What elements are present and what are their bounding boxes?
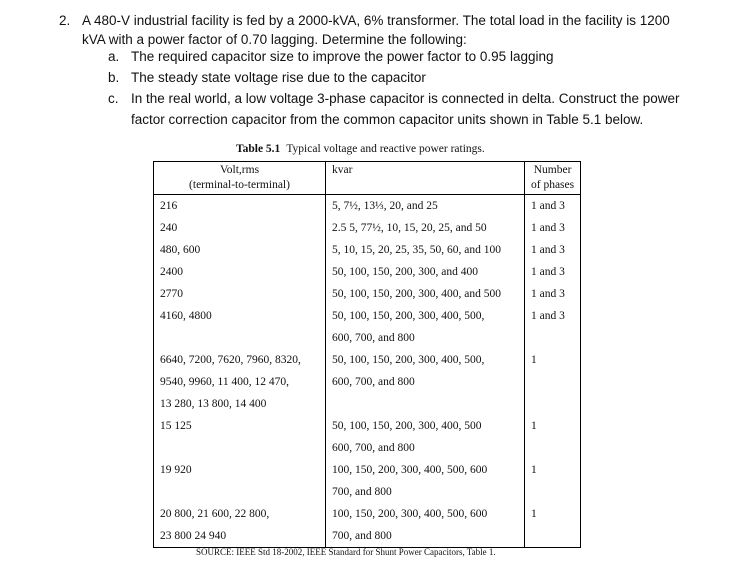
table-caption-text: Typical voltage and reactive power ratings. (286, 143, 485, 155)
part-c-marker: c. (108, 91, 119, 106)
cell-phases: 1 and 3 (525, 261, 581, 283)
part-c-text-line-1: In the real world, a low voltage 3-phase capacitor is connected in delta. Construct the power (131, 91, 680, 106)
cell-kvar: 50, 100, 150, 200, 300, 400, 500, 600, 700, and 800 (326, 349, 525, 415)
cell-phases: 1 (525, 349, 581, 415)
header-phases: Number of phases (525, 162, 581, 195)
table-caption-label: Table 5.1 (236, 143, 281, 155)
table-row (154, 261, 581, 283)
cell-voltage: 19 920 (154, 459, 326, 503)
header-kvar: kvar (326, 162, 525, 195)
cell-voltage: 240 (154, 217, 326, 239)
cell-kvar: 50, 100, 150, 200, 300, 400, 500, 600, 700, and 800 (326, 305, 525, 349)
part-c-text-line-2: factor correction capacitor from the common capacitor units shown in Table 5.1 below. (131, 112, 644, 127)
table-row (154, 459, 581, 503)
table-row (154, 283, 581, 305)
cell-voltage: 2400 (154, 261, 326, 283)
problem-number: 2. (59, 13, 71, 28)
part-b-marker: b. (108, 70, 120, 85)
table-row (154, 305, 581, 349)
part-a-marker: a. (108, 49, 120, 64)
table-caption (236, 143, 485, 155)
part-b-text: The steady state voltage rise due to the capacitor (131, 70, 426, 85)
statement-line-1: A 480-V industrial facility is fed by a 2000-kVA, 6% transformer. The total load in the facility is 1200 (82, 13, 670, 28)
cell-voltage: 216 (154, 195, 326, 218)
cell-kvar: 100, 150, 200, 300, 400, 500, 600 700, and 800 (326, 503, 525, 548)
table-header-row (154, 162, 581, 195)
cell-phases: 1 (525, 503, 581, 548)
cell-kvar: 50, 100, 150, 200, 300, 400, 500 600, 700, and 800 (326, 415, 525, 459)
cell-kvar: 5, 10, 15, 20, 25, 35, 50, 60, and 100 (326, 239, 525, 261)
cell-kvar: 100, 150, 200, 300, 400, 500, 600 700, and 800 (326, 459, 525, 503)
table-source: SOURCE: IEEE Std 18-2002, IEEE Standard for Shunt Power Capacitors, Table 1. (196, 547, 496, 557)
cell-kvar: 5, 7½, 13⅓, 20, and 25 (326, 195, 525, 218)
part-a-text: The required capacitor size to improve the power factor to 0.95 lagging (131, 49, 554, 64)
cell-kvar: 50, 100, 150, 200, 300, and 400 (326, 261, 525, 283)
cell-phases: 1 and 3 (525, 305, 581, 349)
cell-kvar: 50, 100, 150, 200, 300, 400, and 500 (326, 283, 525, 305)
cell-phases: 1 and 3 (525, 283, 581, 305)
header-volt: Volt,rms (terminal-to-terminal) (154, 162, 326, 195)
table-row (154, 195, 581, 218)
table-body (154, 195, 581, 548)
cell-phases: 1 (525, 415, 581, 459)
table-row (154, 415, 581, 459)
table-row (154, 217, 581, 239)
table-row (154, 503, 581, 548)
table-row (154, 349, 581, 415)
cell-phases: 1 and 3 (525, 239, 581, 261)
cell-voltage: 2770 (154, 283, 326, 305)
statement-line-2: kVA with a power factor of 0.70 lagging. Determine the following: (82, 32, 467, 47)
cell-kvar: 2.5 5, 77½, 10, 15, 20, 25, and 50 (326, 217, 525, 239)
cell-voltage: 15 125 (154, 415, 326, 459)
cell-voltage: 6640, 7200, 7620, 7960, 8320, 9540, 9960, 11 400, 12 470, 13 280, 13 800, 14 400 (154, 349, 326, 415)
cell-voltage: 4160, 4800 (154, 305, 326, 349)
table-row (154, 239, 581, 261)
cell-voltage: 20 800, 21 600, 22 800, 23 800 24 940 (154, 503, 326, 548)
cell-phases: 1 and 3 (525, 217, 581, 239)
cell-phases: 1 and 3 (525, 195, 581, 218)
capacitor-ratings-table (153, 161, 581, 548)
cell-voltage: 480, 600 (154, 239, 326, 261)
cell-phases: 1 (525, 459, 581, 503)
